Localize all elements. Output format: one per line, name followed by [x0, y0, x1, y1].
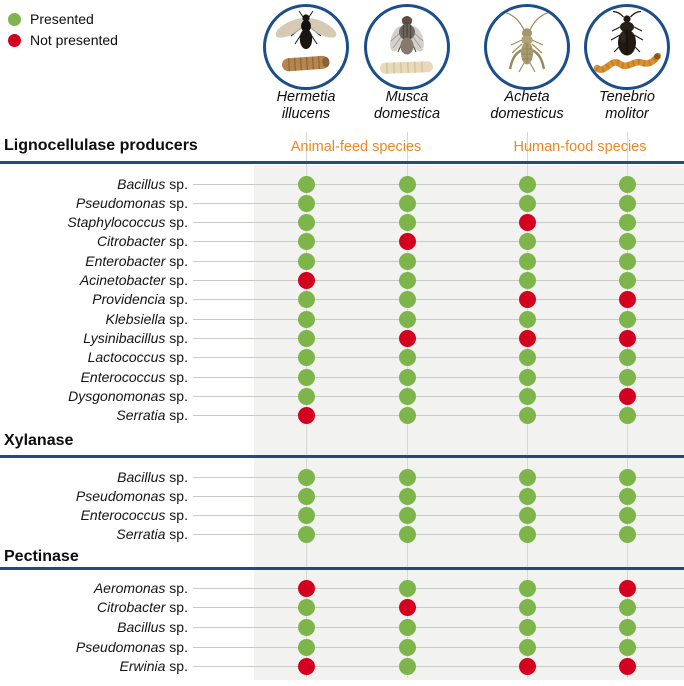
not-presented-dot: [619, 580, 636, 597]
presented-dot: [399, 176, 416, 193]
presented-dot: [298, 369, 315, 386]
row-label-staphylococcus-sp: Staphylococcus sp.: [67, 214, 188, 231]
presented-dot: [619, 369, 636, 386]
presented-dot: [519, 619, 536, 636]
presented-dot: [298, 639, 315, 656]
row-leader-line: [193, 241, 684, 242]
presented-dot: [619, 507, 636, 524]
insect-photo-acheta-domesticus: [484, 4, 570, 90]
insect-photo-hermetia-illucens: [263, 4, 349, 90]
presented-dot: [619, 311, 636, 328]
species-name-line: Tenebrio: [599, 89, 655, 105]
presented-dot: [298, 330, 315, 347]
presented-dot: [619, 253, 636, 270]
legend-item-not-presented: [8, 32, 118, 48]
row-leader-line: [193, 203, 684, 204]
row-leader-line: [193, 261, 684, 262]
row-label-erwinia-sp: Erwinia sp.: [119, 658, 188, 675]
section-rule-lignocellulase: [0, 161, 684, 164]
presented-dot: [619, 488, 636, 505]
presented-dot: [298, 619, 315, 636]
not-presented-dot: [619, 388, 636, 405]
row-label-pseudomonas-sp: Pseudomonas sp.: [75, 194, 188, 211]
presented-dot: [399, 253, 416, 270]
row-leader-line: [193, 299, 684, 300]
species-name-line: Acheta: [504, 89, 550, 105]
row-label-lactococcus-sp: Lactococcus sp.: [87, 349, 188, 366]
species-name-line: domestica: [373, 105, 441, 122]
presented-dot: [298, 349, 315, 366]
presented-dot: [399, 619, 416, 636]
presented-dot: [298, 388, 315, 405]
presented-dot: [399, 291, 416, 308]
group-label-animal-feed-species: Animal-feed species: [290, 139, 422, 155]
presented-dot: [399, 488, 416, 505]
row-leader-line: [193, 377, 684, 378]
presented-dot: [298, 469, 315, 486]
row-leader-line: [193, 534, 684, 535]
group-label-human-food-species: Human-food species: [513, 139, 647, 155]
not-presented-dot: [399, 330, 416, 347]
not-presented-dot: [519, 291, 536, 308]
not-presented-dot: [519, 214, 536, 231]
section-title-xylanase: Xylanase: [4, 432, 74, 449]
presented-dot: [519, 507, 536, 524]
row-label-enterococcus-sp: Enterococcus sp.: [80, 368, 188, 385]
row-leader-line: [193, 222, 684, 223]
legend-item-presented: [8, 11, 94, 27]
insect-photo-tenebrio-molitor: [584, 4, 670, 90]
row-label-dysgonomonas-sp: Dysgonomonas sp.: [68, 387, 188, 404]
not-presented-dot: [619, 291, 636, 308]
legend-label-presented: Presented: [30, 11, 94, 27]
presented-dot: [619, 407, 636, 424]
not-presented-dot: [298, 580, 315, 597]
row-label-citrobacter-sp: Citrobacter sp.: [96, 233, 188, 250]
presented-dot: [519, 253, 536, 270]
presented-dot: [519, 407, 536, 424]
row-label-enterobacter-sp: Enterobacter sp.: [85, 252, 188, 269]
presented-dot: [399, 214, 416, 231]
not-presented-dot: [298, 658, 315, 675]
presented-dot: [519, 233, 536, 250]
section-rule-pectinase: [0, 567, 684, 570]
section-title-pectinase: Pectinase: [4, 548, 79, 565]
presented-dot: [519, 599, 536, 616]
housefly-adult-and-maggot-icon: [367, 7, 447, 87]
species-name-line: Hermetia: [276, 89, 336, 105]
row-label-enterococcus-sp: Enterococcus sp.: [80, 507, 188, 524]
row-label-acinetobacter-sp: Acinetobacter sp.: [79, 272, 188, 288]
presented-dot: [399, 195, 416, 212]
presented-dot: [619, 599, 636, 616]
presented-dot: [298, 195, 315, 212]
presented-dot: [519, 580, 536, 597]
presented-dot: [298, 176, 315, 193]
row-label-klebsiella-sp: Klebsiella sp.: [105, 310, 188, 327]
presented-dot: [519, 195, 536, 212]
species-name-line: molitor: [605, 105, 649, 122]
row-leader-line: [193, 280, 684, 281]
row-leader-line: [193, 607, 684, 608]
row-leader-line: [193, 184, 684, 185]
presented-dot: [619, 176, 636, 193]
presented-dot: [619, 214, 636, 231]
row-leader-line: [193, 319, 684, 320]
presented-dot: [519, 369, 536, 386]
row-leader-line: [193, 666, 684, 667]
row-leader-line: [193, 627, 684, 628]
presented-dot: [519, 272, 536, 289]
not-presented-dot: [519, 330, 536, 347]
presented-dot: [519, 311, 536, 328]
column-label-tenebrio-molitor: [566, 89, 684, 122]
insect-photo-musca-domestica: [364, 4, 450, 90]
presented-dot: [298, 526, 315, 543]
row-label-serratia-sp: Serratia sp.: [116, 526, 188, 543]
not-presented-dot: [399, 233, 416, 250]
presented-dot: [399, 388, 416, 405]
presented-dot: [619, 639, 636, 656]
species-name-line: domesticus: [490, 105, 564, 122]
presented-dot: [619, 195, 636, 212]
presented-dot: [519, 176, 536, 193]
not-presented-dot: [519, 658, 536, 675]
presented-dot: [298, 311, 315, 328]
presented-dot: [519, 488, 536, 505]
row-label-pseudomonas-sp: Pseudomonas sp.: [75, 487, 188, 504]
presented-dot: [399, 658, 416, 675]
row-leader-line: [193, 357, 684, 358]
species-name-line: Musca: [385, 89, 429, 105]
darkling-beetle-and-mealworm-icon: [587, 7, 667, 87]
presented-dot: [519, 469, 536, 486]
row-label-bacillus-sp: Bacillus sp.: [117, 468, 188, 485]
presented-dot: [399, 639, 416, 656]
species-name-line: illucens: [281, 105, 331, 122]
presented-dot: [399, 507, 416, 524]
presented-dot: [619, 272, 636, 289]
presented-dot: [399, 349, 416, 366]
presented-dot: [399, 580, 416, 597]
section-title-lignocellulase-producers: Lignocellulase producers: [4, 137, 198, 154]
presented-dot: [298, 599, 315, 616]
row-label-citrobacter-sp: Citrobacter sp.: [96, 599, 188, 616]
presented-dot: [399, 369, 416, 386]
presented-dot: [519, 388, 536, 405]
black-soldier-fly-adult-and-larva-icon: [266, 7, 346, 87]
presented-dot: [298, 507, 315, 524]
not-presented-dot: [619, 330, 636, 347]
row-label-serratia-sp: Serratia sp.: [116, 407, 188, 424]
presented-dot: [298, 253, 315, 270]
row-leader-line: [193, 415, 684, 416]
row-label-bacillus-sp: Bacillus sp.: [117, 175, 188, 192]
row-label-pseudomonas-sp: Pseudomonas sp.: [75, 638, 188, 655]
row-label-lysinibacillus-sp: Lysinibacillus sp.: [83, 329, 188, 346]
not-presented-dot: [619, 658, 636, 675]
row-label-providencia-sp: Providencia sp.: [92, 291, 188, 308]
row-leader-line: [193, 588, 684, 589]
row-leader-line: [193, 338, 684, 339]
not-presented-dot: [399, 599, 416, 616]
section-rule-xylanase: [0, 455, 684, 458]
presented-dot: [298, 214, 315, 231]
presented-dot: [619, 469, 636, 486]
presented-dot: [519, 526, 536, 543]
presented-dot: [619, 233, 636, 250]
house-cricket-icon: [487, 7, 567, 87]
not-presented-dot: [298, 407, 315, 424]
presented-dot: [399, 272, 416, 289]
row-label-bacillus-sp: Bacillus sp.: [117, 618, 188, 635]
presented-dot-icon: [8, 13, 21, 26]
presented-dot: [298, 233, 315, 250]
legend-label-not-presented: Not presented: [30, 32, 118, 48]
presented-dot: [298, 488, 315, 505]
presented-dot: [619, 619, 636, 636]
presented-dot: [399, 526, 416, 543]
presented-dot: [298, 291, 315, 308]
row-label-aeromonas-sp: Aeromonas sp.: [93, 579, 188, 596]
presented-dot: [619, 349, 636, 366]
row-leader-line: [193, 515, 684, 516]
presented-dot: [399, 311, 416, 328]
presented-dot: [399, 469, 416, 486]
column-label-musca-domestica: [346, 89, 468, 122]
presented-dot: [619, 526, 636, 543]
not-presented-dot: [298, 272, 315, 289]
presented-dot: [519, 349, 536, 366]
presented-dot: [399, 407, 416, 424]
not-presented-dot-icon: [8, 34, 21, 47]
row-leader-line: [193, 477, 684, 478]
presented-dot: [519, 639, 536, 656]
row-leader-line: [193, 647, 684, 648]
row-leader-line: [193, 496, 684, 497]
row-leader-line: [193, 396, 684, 397]
